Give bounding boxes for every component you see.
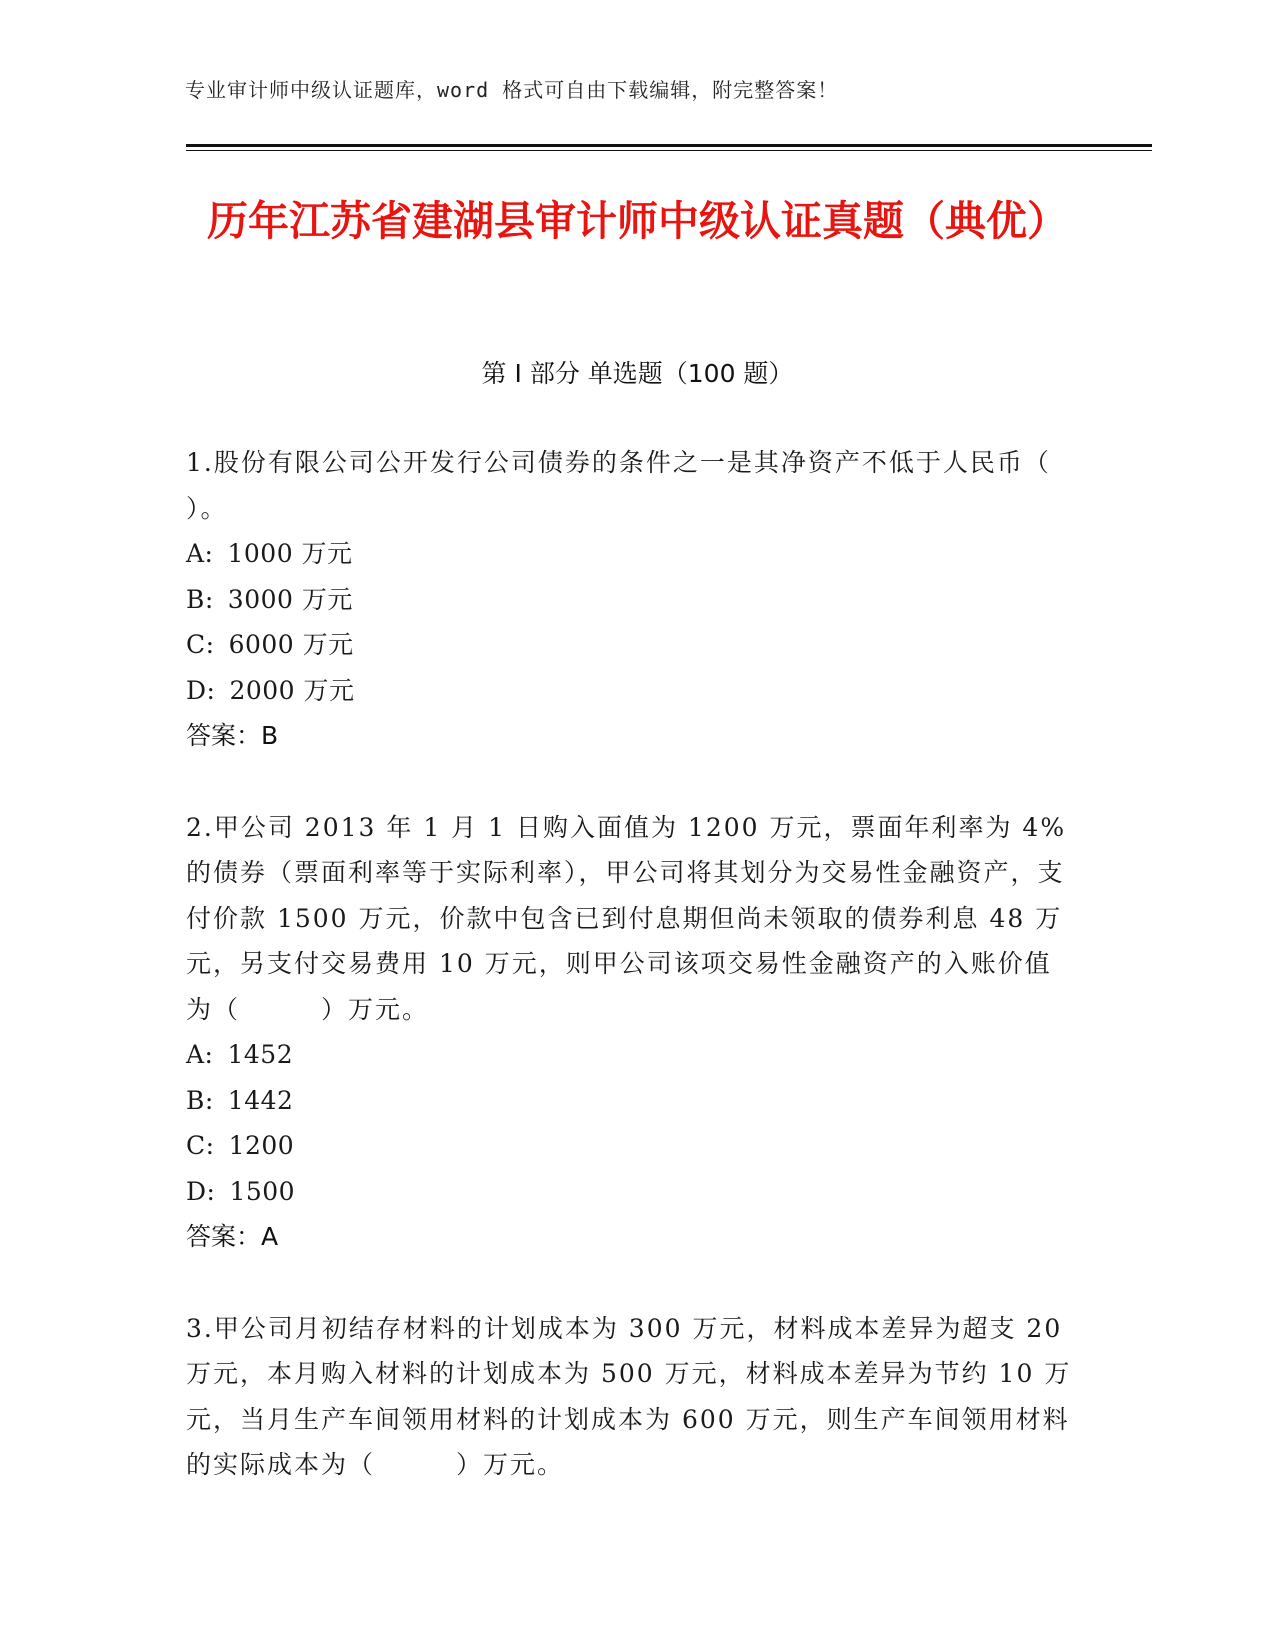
header-note: 专业审计师中级认证题库，word 格式可自由下载编辑，附完整答案！ <box>185 78 839 102</box>
option-label: D: <box>186 675 216 705</box>
answer-prefix: 答案： <box>186 721 262 750</box>
header-divider-thick <box>186 144 1152 147</box>
option-a <box>186 1032 1076 1078</box>
option-c <box>186 622 1076 668</box>
option-label: A: <box>186 1040 214 1069</box>
option-value: 3000 万元 <box>227 584 353 614</box>
option-value: 1442 <box>227 1085 294 1115</box>
question-stem: 3.甲公司月初结存材料的计划成本为 300 万元，材料成本差异为超支 20 万元，本月购入材料的计划成本为 500 万元，材料成本差异为节约 10 万元，当月生产车间领用材料的计划成本为 600 万元，则生产车间领用材料的实际成本为（ ）万元。 <box>186 1313 1072 1479</box>
option-value: 1200 <box>228 1131 295 1160</box>
option-label: B: <box>186 1085 214 1115</box>
answer-prefix: 答案： <box>186 1222 262 1251</box>
question-1 <box>186 440 1105 759</box>
document-title: 历年江苏省建湖县审计师中级认证真题（典优） <box>207 197 1068 245</box>
option-value: 1452 <box>227 1040 294 1069</box>
answer-value: A <box>261 1222 279 1251</box>
question-list <box>186 440 1105 1534</box>
answer-line <box>186 1214 1076 1260</box>
question-stem: 2.甲公司 2013 年 1 月 1 日购入面值为 1200 万元，票面年利率为 4%的债券（票面利率等于实际利率），甲公司将其划分为交易性金融资产，支付价款 1500 万元，价款中包含已到付息期但尚未领取的债券利息 48 万元，另支付交易费用 10 万元，则甲公司该项交易性金融资产的入账价值为（ ）万元。 <box>186 812 1067 1024</box>
header-divider-thin <box>186 150 1152 151</box>
option-label: B: <box>186 584 214 614</box>
option-d <box>186 1169 1076 1215</box>
question-stem: 1.股份有限公司公开发行公司债券的条件之一是其净资产不低于人民币（ ）。 <box>186 448 1105 523</box>
option-value: 1500 <box>229 1176 296 1206</box>
option-b <box>186 577 1076 623</box>
option-a <box>186 531 1076 577</box>
option-c <box>186 1123 1076 1169</box>
option-label: C: <box>186 630 215 659</box>
section-heading: 第 I 部分 单选题（100 题） <box>481 359 794 388</box>
option-value: 6000 万元 <box>228 630 354 659</box>
option-b <box>186 1078 1076 1124</box>
option-label: C: <box>186 1131 215 1160</box>
question-2 <box>186 805 1076 1260</box>
option-d <box>186 668 1076 714</box>
option-label: A: <box>186 539 214 568</box>
question-3 <box>186 1306 1076 1488</box>
answer-value: B <box>261 721 279 750</box>
option-value: 1000 万元 <box>227 539 353 568</box>
option-label: D: <box>186 1176 216 1206</box>
option-value: 2000 万元 <box>229 675 355 705</box>
answer-line <box>186 713 1076 759</box>
